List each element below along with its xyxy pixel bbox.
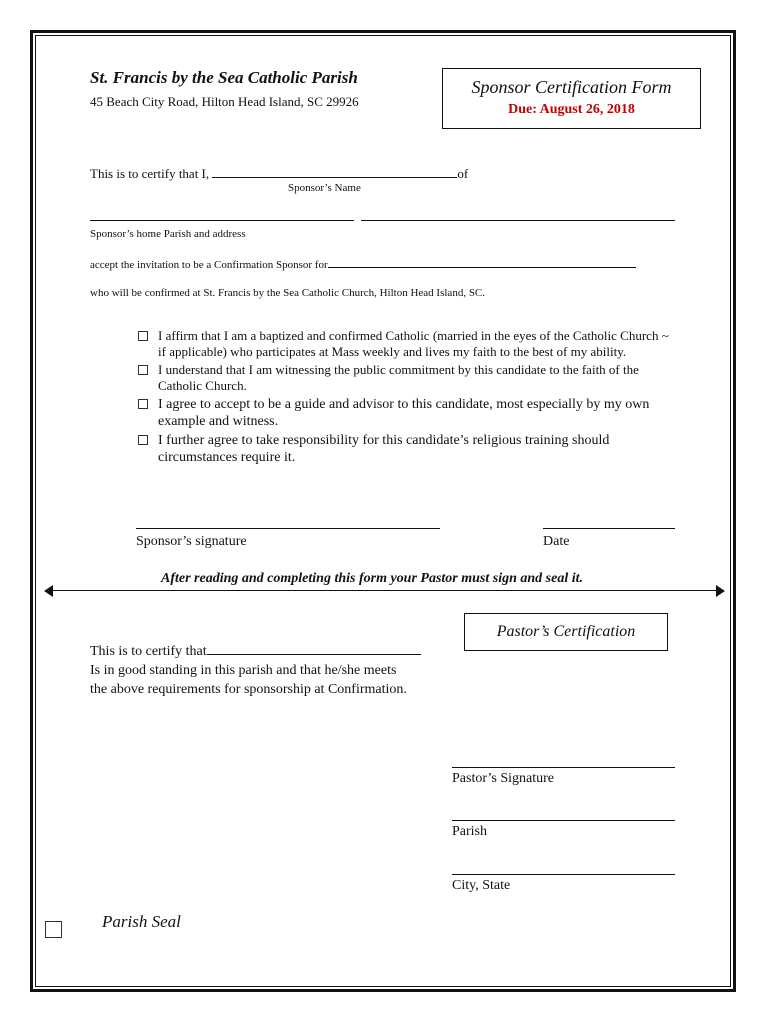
due-date: Due: August 26, 2018: [508, 102, 635, 117]
sponsor-signature-label: Sponsor’s signature: [136, 534, 247, 549]
certify-line: [90, 165, 468, 182]
pastor-certify-line2: Is in good standing in this parish and that he/she meets: [90, 663, 397, 678]
city-state-label: City, State: [452, 878, 511, 893]
accept-line: [90, 257, 636, 271]
pastor-certification-title: Pastor’s Certification: [496, 623, 636, 640]
candidate-standing-field[interactable]: [207, 642, 421, 655]
sponsor-signature-field[interactable]: [136, 528, 440, 529]
parish-address: 45 Beach City Road, Hilton Head Island, SC 29926: [90, 94, 359, 109]
form-title: Sponsor Certification Form: [471, 77, 672, 97]
pastor-signature-field[interactable]: [452, 767, 675, 768]
checkbox[interactable]: [138, 435, 148, 445]
pastor-certify-text: [90, 642, 470, 699]
city-state-field[interactable]: [452, 874, 675, 875]
affirmation-item: [136, 396, 676, 430]
of-label: of: [457, 166, 469, 181]
confirmed-text: who will be confirmed at St. Francis by the Sea Catholic Church, Hilton Head Island, SC.: [90, 287, 486, 299]
affirmation-list: [136, 328, 676, 468]
certify-intro: This is to certify that I,: [90, 166, 210, 181]
checkbox[interactable]: [138, 331, 148, 341]
seal-checkbox[interactable]: [45, 921, 62, 938]
affirmation-item: [136, 362, 676, 394]
parish-seal-label: Parish Seal: [102, 912, 181, 931]
home-parish-caption: Sponsor’s home Parish and address: [90, 228, 246, 240]
arrow-right-icon: [716, 585, 725, 597]
home-parish-field[interactable]: [90, 220, 354, 221]
sponsor-date-field[interactable]: [543, 528, 675, 529]
date-label: Date: [543, 534, 570, 549]
divider-arrow-line: [50, 590, 720, 591]
parish-name: St. Francis by the Sea Catholic Parish: [90, 68, 358, 87]
pastor-signature-label: Pastor’s Signature: [452, 771, 555, 786]
affirmation-item: [136, 432, 676, 466]
affirmation-text: I understand that I am witnessing the public commitment by this candidate to the faith of the Catholic Church.: [158, 362, 639, 393]
checkbox[interactable]: [138, 365, 148, 375]
candidate-name-field[interactable]: [328, 257, 636, 268]
affirmation-text: I affirm that I am a baptized and confirmed Catholic (married in the eyes of the Catholic Church ~ if applicable) who participates at Mass weekly and lives my faith to the best of my ability.: [158, 328, 669, 359]
pastor-certify-intro: This is to certify that: [90, 644, 207, 659]
affirmation-text: I agree to accept to be a guide and advisor to this candidate, most especially by my own example and witness.: [158, 397, 650, 429]
pastor-instruction: After reading and completing this form your Pastor must sign and seal it.: [161, 571, 584, 586]
form-title-box: [442, 68, 701, 129]
accept-text: accept the invitation to be a Confirmation Sponsor for: [90, 259, 328, 271]
parish-label: Parish: [452, 824, 487, 839]
affirmation-text: I further agree to take responsibility for this candidate’s religious training should circumstances require it.: [158, 433, 610, 465]
checkbox[interactable]: [138, 399, 148, 409]
parish-field[interactable]: [452, 820, 675, 821]
pastor-certification-box: [464, 613, 668, 651]
pastor-certify-line3: the above requirements for sponsorship at Confirmation.: [90, 682, 407, 697]
sponsor-name-caption: Sponsor’s Name: [288, 182, 361, 194]
home-address-field[interactable]: [361, 220, 675, 221]
pastor-certify-line: [90, 642, 470, 661]
arrow-left-icon: [44, 585, 53, 597]
affirmation-item: [136, 328, 676, 360]
sponsor-name-field[interactable]: [212, 165, 457, 178]
